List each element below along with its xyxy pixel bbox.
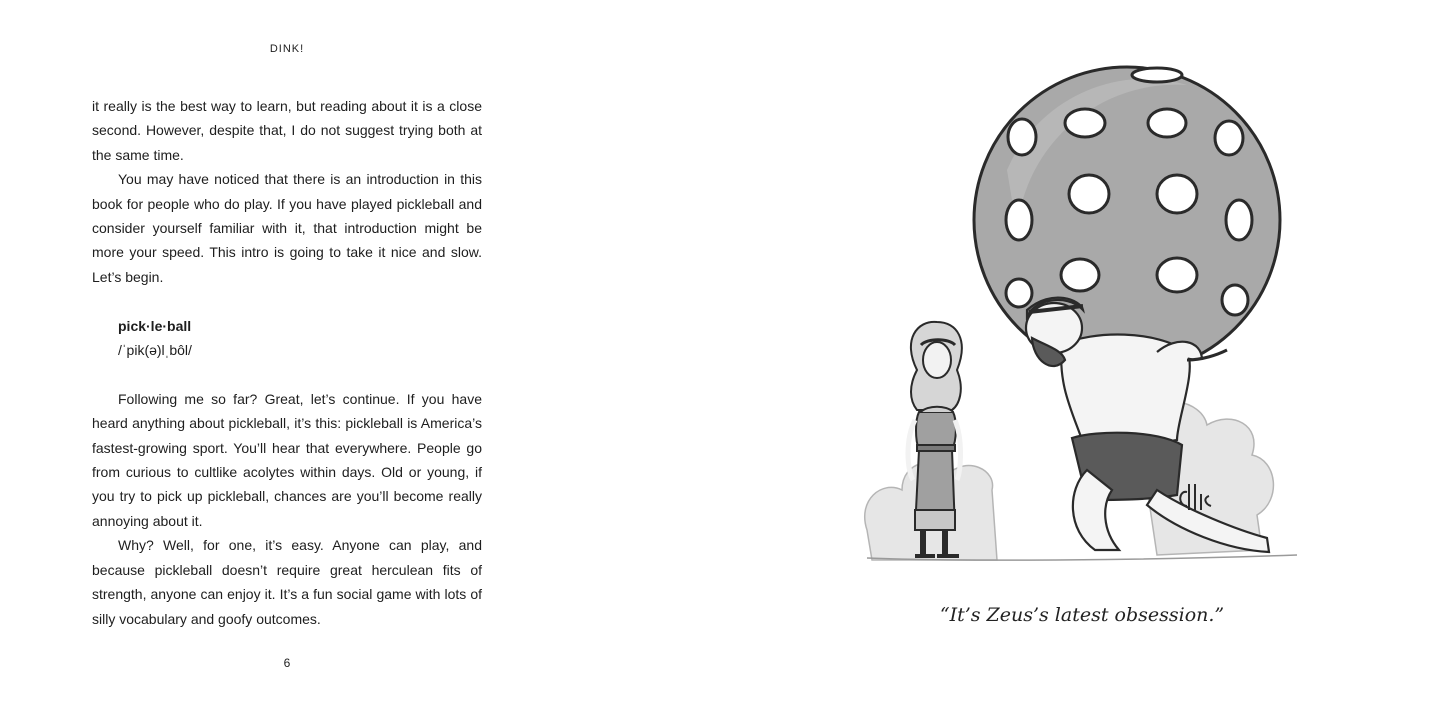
left-page (0, 0, 722, 723)
dictionary-pronunciation: /ˈpik(ə)lˌbôl/ (118, 342, 192, 359)
page-number: 6 (283, 656, 291, 670)
paragraph-2: You may have noticed that there is an introduction in this book for people who do play. If you have played pickleball and consider yourself familiar with it, that introduction might be more your speed. This intro is going to take it nice and slow. Let’s begin. (92, 171, 482, 285)
woman-figure (908, 322, 962, 556)
illustration-caption: “It’s Zeus’s latest obsession.” (939, 604, 1225, 626)
body-text (92, 94, 482, 631)
running-head: DINK! (269, 43, 305, 55)
right-page (722, 0, 1445, 723)
dictionary-entry (92, 314, 482, 363)
dictionary-word: pick·le·ball (118, 317, 192, 334)
pickleball-globe (974, 67, 1280, 373)
cartoon-illustration (857, 60, 1307, 570)
paragraph-3: Following me so far? Great, let’s continue. If you have heard anything about pickleball, it’s this: pickleball is America’s fastest-growing sport. You’ll hear that everywhere. People go from curious to cultlike acolytes within days. Old or young, if you try to pick up pickleball, chances are you’ll become really annoying about it. (92, 390, 482, 529)
paragraph-1: it really is the best way to learn, but reading about it is a close second. However, despite that, I do not suggest trying both at the same time. (92, 98, 482, 163)
paragraph-4: Why? Well, for one, it’s easy. Anyone can play, and because pickleball doesn’t require great herculean fits of strength, anyone can enjoy it. It’s a fun social game with lots of silly vocabulary and goofy outcomes. (92, 537, 482, 627)
